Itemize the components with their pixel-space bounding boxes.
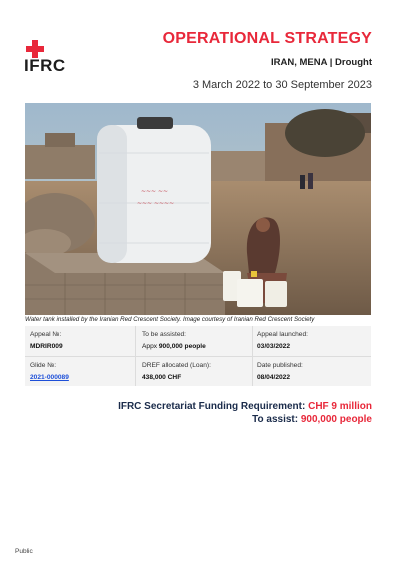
people-to-assist xyxy=(252,414,372,425)
to-be-assisted-prefix: Appx xyxy=(142,343,159,350)
funding-requirement-label: IFRC Secretariat Funding Requirement: xyxy=(118,401,309,412)
to-be-assisted-cell xyxy=(142,331,252,350)
dref-allocated-label: DREF allocated (Loan): xyxy=(142,362,211,369)
dref-allocated-cell xyxy=(142,362,252,381)
operation-dates: 3 March 2022 to 30 September 2023 xyxy=(192,79,372,91)
funding-requirement xyxy=(118,401,372,412)
people-to-assist-label: To assist: xyxy=(252,414,301,425)
people-to-assist-value: 900,000 people xyxy=(300,414,372,425)
svg-text:~~~ ~~: ~~~ ~~ xyxy=(141,188,169,195)
appeal-launched-label: Appeal launched: xyxy=(257,331,308,338)
appeal-info-box xyxy=(25,326,371,386)
document-subtitle: IRAN, MENA | Drought xyxy=(271,57,372,68)
svg-text:~~~ ~~~~: ~~~ ~~~~ xyxy=(137,200,175,207)
appeal-number-label: Appeal №: xyxy=(30,331,62,338)
logo-text: IFRC xyxy=(24,56,66,75)
glide-number-link[interactable]: 2021-000089 xyxy=(30,374,69,381)
appeal-launched-cell xyxy=(257,331,367,350)
dref-allocated-value: 438,000 CHF xyxy=(142,374,182,381)
appeal-number-cell xyxy=(30,331,140,350)
to-be-assisted-value xyxy=(142,343,252,350)
appeal-number-value: MDRIR009 xyxy=(30,343,63,350)
divider xyxy=(25,356,371,357)
date-published-value: 08/04/2022 xyxy=(257,374,291,381)
date-published-cell xyxy=(257,362,367,381)
classification-label: Public xyxy=(15,548,33,555)
date-published-label: Date published: xyxy=(257,362,303,369)
glide-number-cell xyxy=(30,362,140,381)
glide-number-label: Glide №: xyxy=(30,362,57,369)
photo-caption: Water tank installed by the Iranian Red Crescent Society. Image courtesy of Iranian Red Crescent Society xyxy=(25,316,315,323)
to-be-assisted-label: To be assisted: xyxy=(142,331,186,338)
appeal-launched-value: 03/03/2022 xyxy=(257,343,291,350)
funding-requirement-value: CHF 9 million xyxy=(308,401,372,412)
to-be-assisted-number: 900,000 people xyxy=(158,343,206,350)
document-title: OPERATIONAL STRATEGY xyxy=(162,30,372,47)
water-tank-photo xyxy=(25,103,371,315)
